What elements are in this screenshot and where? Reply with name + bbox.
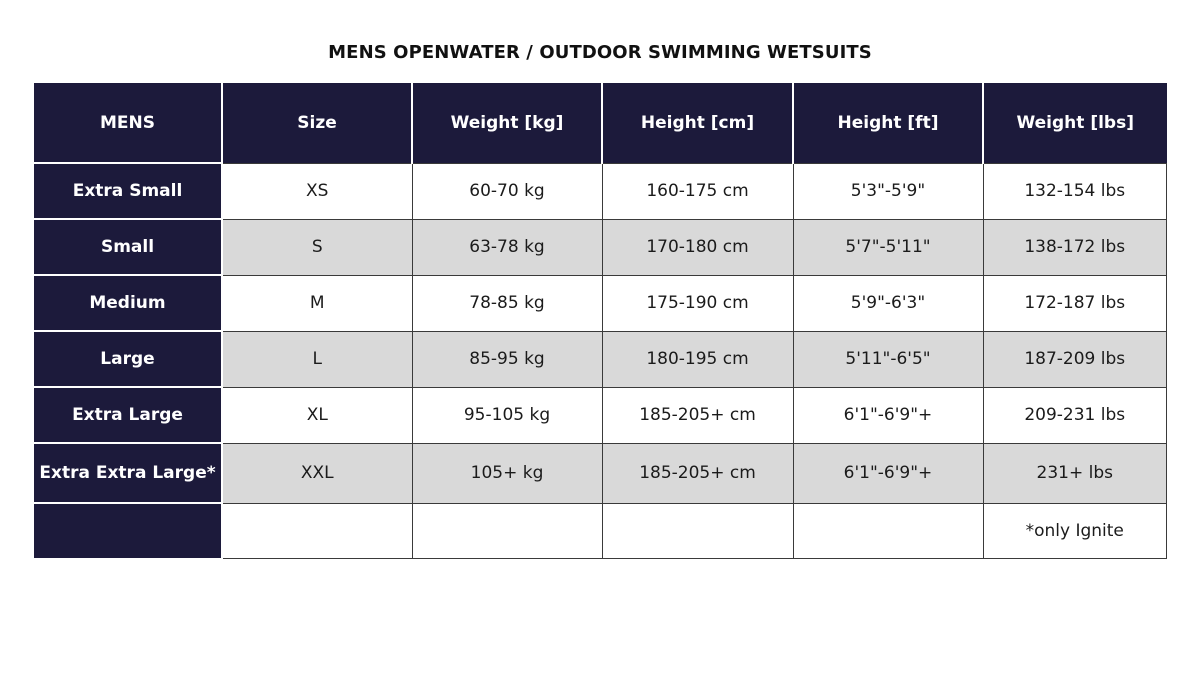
row-label: Extra Extra Large* <box>34 443 222 503</box>
table-row <box>34 443 1167 503</box>
height-cm-cell: 175-190 cm <box>602 275 793 331</box>
weight-lbs-cell: 187-209 lbs <box>983 331 1167 387</box>
row-label: Small <box>34 219 222 275</box>
height-cm-cell: 185-205+ cm <box>602 443 793 503</box>
weight-lbs-cell: 138-172 lbs <box>983 219 1167 275</box>
height-ft-cell: 5'7"-5'11" <box>793 219 983 275</box>
size-cell: L <box>222 331 412 387</box>
weight-lbs-cell: 132-154 lbs <box>983 163 1167 219</box>
row-label: Medium <box>34 275 222 331</box>
size-cell: M <box>222 275 412 331</box>
size-cell: XXL <box>222 443 412 503</box>
height-cm-cell <box>602 503 793 558</box>
table-row <box>34 387 1167 443</box>
weight-lbs-cell: 172-187 lbs <box>983 275 1167 331</box>
size-cell <box>222 503 412 558</box>
height-cm-cell: 170-180 cm <box>602 219 793 275</box>
table-row <box>34 275 1167 331</box>
table-row-footnote <box>34 503 1167 558</box>
header-weight-kg: Weight [kg] <box>412 83 602 163</box>
height-ft-cell: 6'1"-6'9"+ <box>793 443 983 503</box>
weight-kg-cell: 78-85 kg <box>412 275 602 331</box>
size-cell: XS <box>222 163 412 219</box>
table-row <box>34 331 1167 387</box>
weight-kg-cell: 105+ kg <box>412 443 602 503</box>
row-label: Large <box>34 331 222 387</box>
header-weight-lbs: Weight [lbs] <box>983 83 1167 163</box>
height-cm-cell: 160-175 cm <box>602 163 793 219</box>
height-ft-cell: 6'1"-6'9"+ <box>793 387 983 443</box>
row-label <box>34 503 222 558</box>
header-row <box>34 83 1167 163</box>
chart-title: MENS OPENWATER / OUTDOOR SWIMMING WETSUITS <box>328 42 872 63</box>
weight-kg-cell: 60-70 kg <box>412 163 602 219</box>
header-height-ft: Height [ft] <box>793 83 983 163</box>
height-ft-cell <box>793 503 983 558</box>
height-ft-cell: 5'3"-5'9" <box>793 163 983 219</box>
header-height-cm: Height [cm] <box>602 83 793 163</box>
row-label: Extra Small <box>34 163 222 219</box>
weight-kg-cell: 95-105 kg <box>412 387 602 443</box>
size-cell: XL <box>222 387 412 443</box>
table-row <box>34 219 1167 275</box>
height-ft-cell: 5'9"-6'3" <box>793 275 983 331</box>
height-cm-cell: 180-195 cm <box>602 331 793 387</box>
weight-kg-cell <box>412 503 602 558</box>
footnote-text: *only Ignite <box>983 503 1167 558</box>
header-mens: MENS <box>34 83 222 163</box>
header-size: Size <box>222 83 412 163</box>
size-cell: S <box>222 219 412 275</box>
row-label: Extra Large <box>34 387 222 443</box>
size-chart-table <box>34 83 1167 559</box>
weight-lbs-cell: 231+ lbs <box>983 443 1167 503</box>
weight-lbs-cell: 209-231 lbs <box>983 387 1167 443</box>
height-cm-cell: 185-205+ cm <box>602 387 793 443</box>
weight-kg-cell: 85-95 kg <box>412 331 602 387</box>
table-row <box>34 163 1167 219</box>
weight-kg-cell: 63-78 kg <box>412 219 602 275</box>
height-ft-cell: 5'11"-6'5" <box>793 331 983 387</box>
